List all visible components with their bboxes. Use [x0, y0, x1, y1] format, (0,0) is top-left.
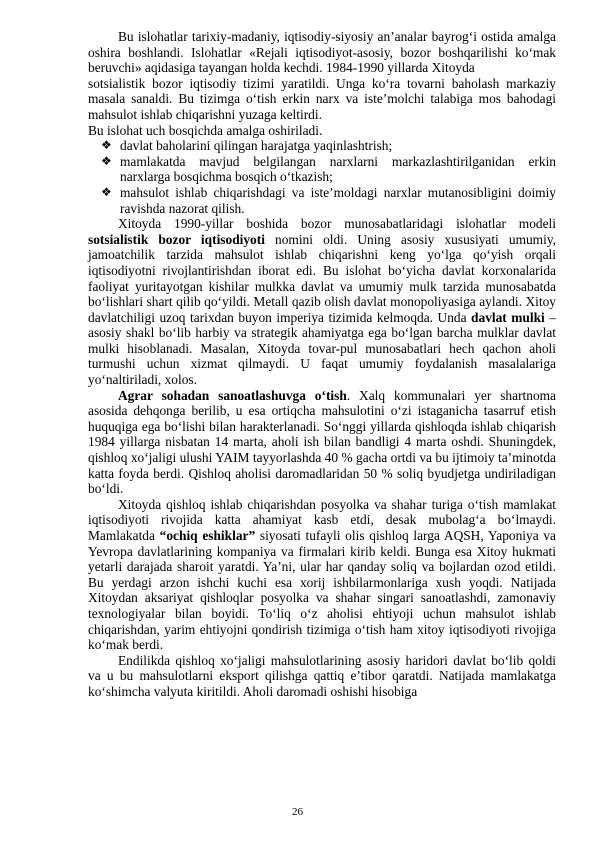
diamond-bullet-icon: ❖ [101, 138, 112, 153]
text-run: – asosiy shakl bo‘lib harbiy va strategik ahamiyatga ega bo‘lgan barcha mulklar davlat mulki hisoblanadi. Masalan, Xitoyda tovar-pul munosabatlari hech qachon aholi turmushi uchun xizmat qilmaydi. U faqat umumiy foydalanish masalalariga yo‘naltiriladi, xolos. [88, 309, 556, 388]
text-run: Xitoyda 1990-yillar boshida bozor munosabatlaridagi islohatlar modeli [118, 216, 556, 232]
diamond-bullet-icon: ❖ [101, 153, 112, 168]
bullet-text: davlat baholarini qilingan harajatga yaqinlashtrish; [120, 138, 393, 154]
bold-term: “ochiq eshiklar” [159, 528, 256, 543]
bold-term: sotsialistik bozor iqtisodiyoti [88, 231, 265, 247]
bullet-item-3 [88, 185, 556, 216]
text-run: nomini oldi. Uning asosiy xususiyati umumiy, jamoatchilik tarzida mahsulot ishlab chiqarishni keng yo‘lga qo‘yish orqali iqtisodiyotni rivojlantirishdan iborat edi. Bu islohat bo‘yicha davlat korxonalarida faoliyat yuritayotgan kishilar mulkka davlat va umumiy mulk tarzida munosabatda bo‘lishlari shart qilib qo‘yildi. Metall qazib olish davlat monopoliyasiga aylandi. Xitoy davlatchiligi uzoq tarixdan buyon imperiya tizimida kelmoqda. Unda [88, 231, 556, 325]
bullet-text: mamlakatda mavjud belgilangan narxlarni markazlashtirilganidan erkin narxlarga bosqichma bosqich o‘tkazish; [120, 153, 556, 185]
diamond-bullet-icon: ❖ [101, 184, 112, 199]
text-run: siyosati tufayli olis qishloq larga AQSH, Yaponiya va Yevropa davlatlarining kompaniya va firmalari kirib keldi. Bunga esa Xitoy hukmati yetarli darajada sharoit yaratdi. Ya’ni, ular har qanday soliq va bojlardan ozod etildi. Bu yerdagi arzon ishchi kuchi esa xorij ishbilarmonlariga xush yoqdi. Natijada Xitoydan aksariyat qishloqlar posyolka va shahar singari sanoatlashdi, zamonaviy texnologiyalar bilan boyidi. To‘liq o‘z aholisi ehtiyoji uchun mahsulot ishlab chiqarishdan, yarim ehtiyojni qondirish tizimiga o‘tish ham xitoy iqtisodiyoti rivojiga ko‘mak berdi. [88, 528, 556, 653]
bullet-item-1 [88, 138, 556, 154]
document-page [88, 29, 556, 700]
bullet-item-2 [88, 154, 556, 185]
paragraph-6 [88, 497, 556, 653]
section-heading: Agrar sohadan sanoatlashuvga o‘tish [118, 387, 347, 403]
paragraph-3: Bu islohat uch bosqichda amalga oshiriladi. [88, 122, 323, 138]
paragraph-7: Endilikda qishloq xo‘jaligi mahsulotlarining asosiy haridori davlat bo‘lib qoldi va u bu mahsulotlarni eksport qilishga qattiq e’tibor qaratdi. Natijada mamlakatga ko‘shimcha valyuta kiritildi. Aholi daromadi oshishi hisobiga [88, 652, 556, 699]
paragraph-2: sotsialistik bozor iqtisodiy tizimi yaratildi. Unga ko‘ra tovarni baholash markaziy masala sanaldi. Bu tizimga o‘tish erkin narx va iste’molchi talabiga mos bahodagi mahsulot ishlab chiqarishni yuzaga keltirdi. [88, 75, 556, 122]
paragraph-5 [88, 388, 556, 497]
bullet-text: mahsulot ishlab chiqarishdagi va iste’moldagi narxlar mutanosibligini doimiy ravishda nazorat qilish. [120, 184, 556, 216]
page-number: 26 [292, 806, 303, 818]
bold-term: davlat mulki [471, 309, 545, 325]
text-run: Xitoyda qishloq ishlab chiqarishdan posyolka va shahar turiga o‘tish mamlakat iqtisodiyoti rivojida katta ahamiyat kasb etdi, desak mubolag‘a bo‘lmaydi. Mamlakatda [88, 496, 556, 543]
paragraph-1: Bu islohatlar tarixiy-madaniy, iqtisodiy-siyosiy an’analar bayrog‘i ostida amalga oshira boshlandi. Islohatlar «Rejali iqtisodiyot-asosiy, bozor boshqarilishi ko‘mak beruvchi» aqidasiga tayangan holda kechdi. 1984-1990 yillarda Xitoyda [88, 29, 556, 76]
paragraph-4 [88, 216, 556, 388]
text-run: . Xalq kommunalari yer shartnoma asosida dehqonga berilib, u esa ortiqcha mahsulotini o‘zi istaganicha tasarruf etish huquqiga ega bo‘lishi bilan harakterlanadi. So‘nggi yillarda qishloqda ishlab chiqarish 1984 yillarga nisbatan 14 marta, aholi ish bilan bandligi 4 marta oshdi. Shuningdek, qishloq xo‘jaligi ulushi YAIM tayyorlashda 40 % gacha ortdi va bu ijtimoiy ta’minotda katta foyda berdi. Qishloq aholisi daromadlaridan 50 % soliq byudjetga undiriladigan bo‘ldi. [88, 387, 556, 497]
